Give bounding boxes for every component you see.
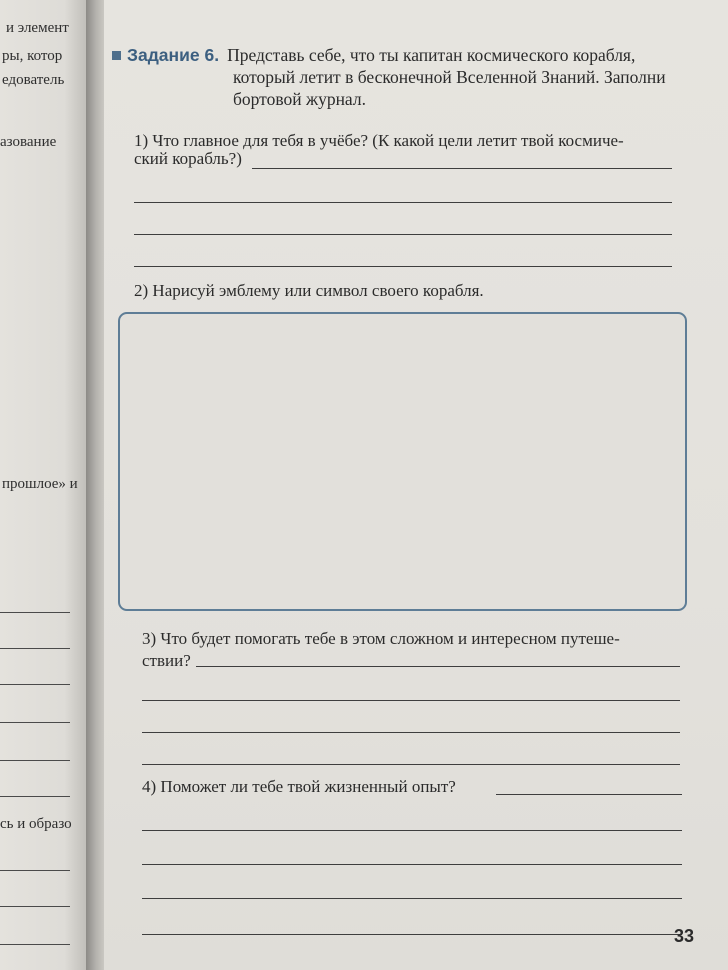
task-text-line: бортовой журнал. [233, 89, 366, 109]
left-page-rule [0, 722, 70, 723]
answer-line[interactable] [142, 830, 682, 831]
task-text-line: который летит в бесконечной Вселенной Знаний. Заполни [233, 67, 666, 87]
answer-line[interactable] [496, 794, 682, 795]
left-page-rule [0, 944, 70, 945]
left-page-text: ры, котор [2, 48, 63, 64]
page-number: 33 [673, 926, 694, 946]
question-3-text-cont: ствии? [142, 651, 191, 670]
question-3-text: 3) Что будет помогать тебе в этом сложном и интересном путеше- [142, 629, 620, 648]
left-page-text: прошлое» и [2, 476, 78, 492]
left-page-rule [0, 870, 70, 871]
left-page-rule [0, 796, 70, 797]
left-page-rule [0, 612, 70, 613]
question-1-text: 1) Что главное для тебя в учёбе? (К какой цели летит твой космиче- [134, 131, 624, 150]
left-facing-page [0, 0, 92, 970]
answer-line[interactable] [134, 234, 672, 235]
question-2-text: 2) Нарисуй эмблему или символ своего корабля. [134, 281, 484, 300]
question-1-text-cont: ский корабль?) [134, 149, 242, 168]
answer-line[interactable] [134, 202, 672, 203]
left-page-rule [0, 648, 70, 649]
emblem-drawing-box[interactable] [118, 312, 687, 611]
task-text-line: Представь себе, что ты капитан космического корабля, [227, 45, 636, 65]
answer-line[interactable] [142, 700, 680, 701]
answer-line[interactable] [252, 168, 672, 169]
task-heading [112, 44, 692, 110]
question-4-text: 4) Поможет ли тебе твой жизненный опыт? [142, 777, 456, 796]
left-page-text: и элемент [6, 20, 69, 36]
answer-line[interactable] [142, 898, 682, 899]
task-bullet-icon [112, 51, 121, 60]
answer-line[interactable] [142, 864, 682, 865]
workbook-page [104, 0, 728, 970]
answer-line[interactable] [134, 266, 672, 267]
answer-line[interactable] [142, 764, 680, 765]
left-page-rule [0, 760, 70, 761]
answer-line[interactable] [142, 934, 682, 935]
left-page-text: едователь [2, 72, 65, 88]
task-label: Задание 6. [127, 45, 220, 65]
left-page-text: сь и образо [0, 816, 72, 832]
answer-line[interactable] [196, 666, 680, 667]
left-page-rule [0, 906, 70, 907]
left-page-text: азование [0, 134, 57, 150]
left-page-rule [0, 684, 70, 685]
answer-line[interactable] [142, 732, 680, 733]
